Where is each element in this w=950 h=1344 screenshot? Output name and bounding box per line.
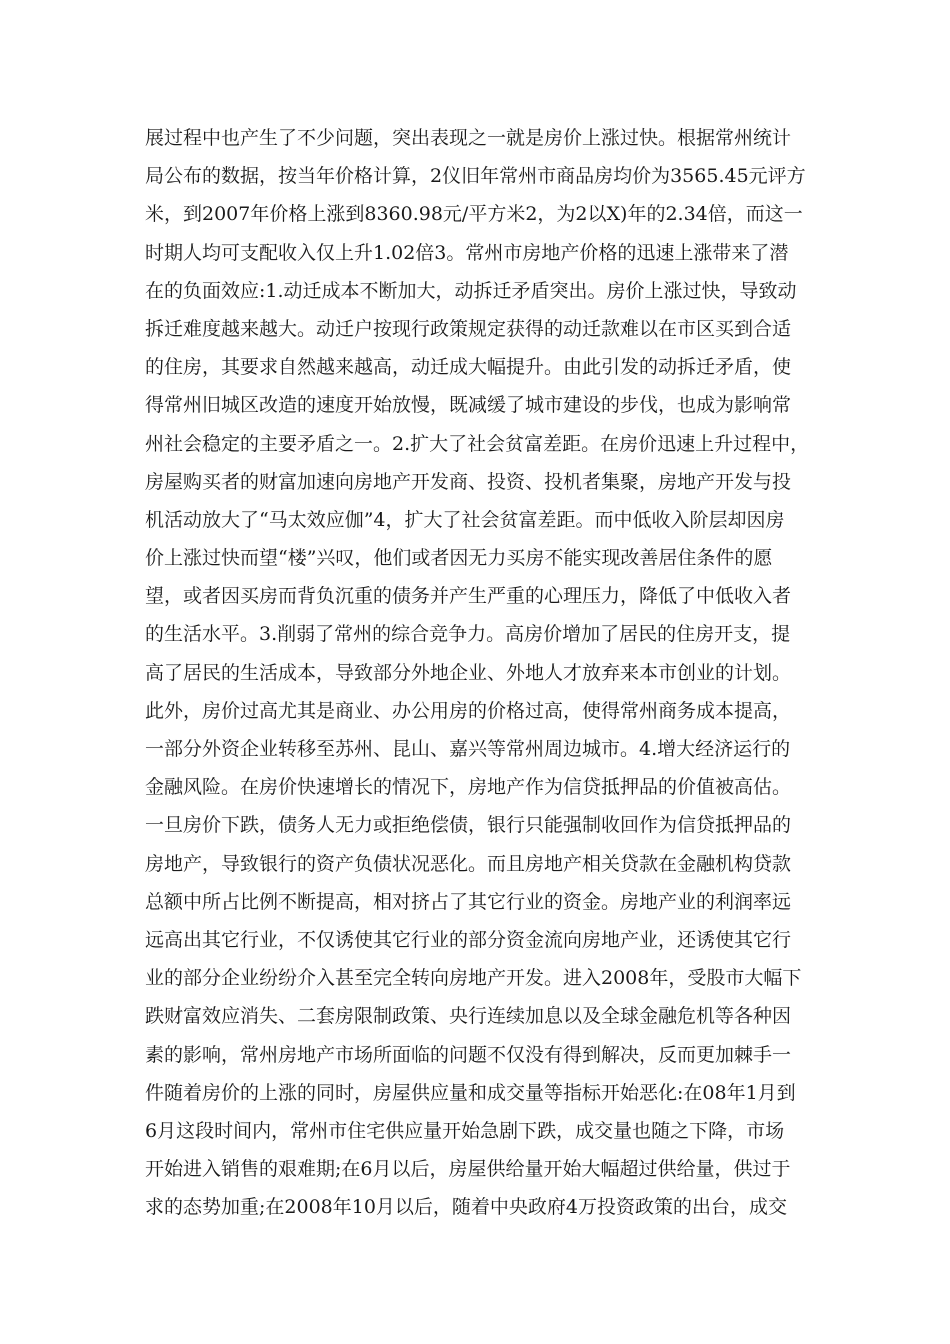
body-text — [145, 119, 815, 1226]
text-line: 时期人均可支配收入仅上升1.02倍3。常州市房地产价格的迅速上涨带来了潜 — [145, 241, 789, 264]
text-line: 高了居民的生活成本，导致部分外地企业、外地人才放弃来本市创业的计划。 — [145, 661, 792, 684]
text-line: 拆迁难度越来越大。动迁户按现行政策规定获得的动迁款难以在市区买到合适 — [145, 317, 792, 340]
text-line: 州社会稳定的主要矛盾之一。2.扩大了社会贫富差距。在房价迅速上升过程中， — [145, 432, 810, 455]
text-line: 展过程中也产生了不少问题，突出表现之一就是房价上涨过快。根据常州统计 — [145, 127, 792, 149]
text-line: 业的部分企业纷纷介入甚至完全转向房地产开发。进入2008年，受股市大幅下 — [145, 967, 802, 990]
text-line: 求的态势加重;在2008年10月以后，随着中央政府4万投资政策的出台，成交 — [145, 1196, 788, 1219]
text-line: 在的负面效应:1.动迁成本不断加大，动拆迁矛盾突出。房价上涨过快，导致动 — [145, 279, 797, 302]
text-line: 一旦房价下跌，债务人无力或拒绝偿债，银行只能强制收回作为信贷抵押品的 — [145, 814, 792, 837]
text-line: 开始进入销售的艰难期;在6月以后，房屋供给量开始大幅超过供给量，供过于 — [145, 1158, 791, 1181]
text-line: 机活动放大了“马太效应伽”4，扩大了社会贫富差距。而中低收入阶层却因房 — [145, 508, 785, 531]
text-line: 局公布的数据，按当年价格计算，2仪旧年常州市商品房均价为3565.45元评方 — [145, 165, 806, 188]
text-line: 一部分外资企业转移至苏州、昆山、嘉兴等常州周边城市。4.增大经济运行的 — [145, 738, 791, 760]
text-line: 件随着房价的上涨的同时，房屋供应量和成交量等指标开始恶化:在08年1月到 — [145, 1081, 796, 1104]
text-line: 6月这段时间内，常州市住宅供应量开始急剧下跌，成交量也随之下降，市场 — [145, 1119, 785, 1142]
text-line: 房地产，导致银行的资产负债状况恶化。而且房地产相关贷款在金融机构贷款 — [145, 852, 792, 875]
text-line: 此外，房价过高尤其是商业、办公用房的价格过高，使得常州商务成本提高， — [145, 699, 792, 722]
text-line: 房屋购买者的财富加速向房地产开发商、投资、投机者集聚，房地产开发与投 — [145, 470, 792, 493]
text-line: 得常州旧城区改造的速度开始放慢，既减缓了城市建设的步伐，也成为影响常 — [145, 394, 792, 417]
text-line: 总额中所占比例不断提高，相对挤占了其它行业的资金。房地产业的利润率远 — [145, 890, 792, 913]
text-line: 的住房，其要求自然越来越高，动迁成大幅提升。由此引发的动拆迁矛盾，使 — [145, 356, 792, 379]
text-line: 素的影响，常州房地产市场所面临的问题不仅没有得到解决，反而更加棘手一 — [145, 1043, 792, 1066]
text-line: 价上涨过快而望“楼”兴叹，他们或者因无力买房不能实现改善居住条件的愿 — [145, 547, 773, 570]
text-line: 跌财富效应消失、二套房限制政策、央行连续加息以及全球金融危机等各种因 — [145, 1005, 792, 1028]
text-line: 的生活水平。3.削弱了常州的综合竞争力。高房价增加了居民的住房开支，提 — [145, 623, 791, 646]
text-line: 远高出其它行业，不仅诱使其它行业的部分资金流向房地产业，还诱使其它行 — [145, 928, 792, 951]
text-line: 米，到2007年价格上涨到8360.98元/平方米2，为2以X)年的2.34倍，而这一 — [145, 203, 803, 226]
text-line: 金融风险。在房价快速增长的情况下，房地产作为信贷抵押品的价值被高估。 — [145, 776, 792, 799]
text-line: 望，或者因买房而背负沉重的债务并产生严重的心理压力，降低了中低收入者 — [145, 585, 792, 608]
